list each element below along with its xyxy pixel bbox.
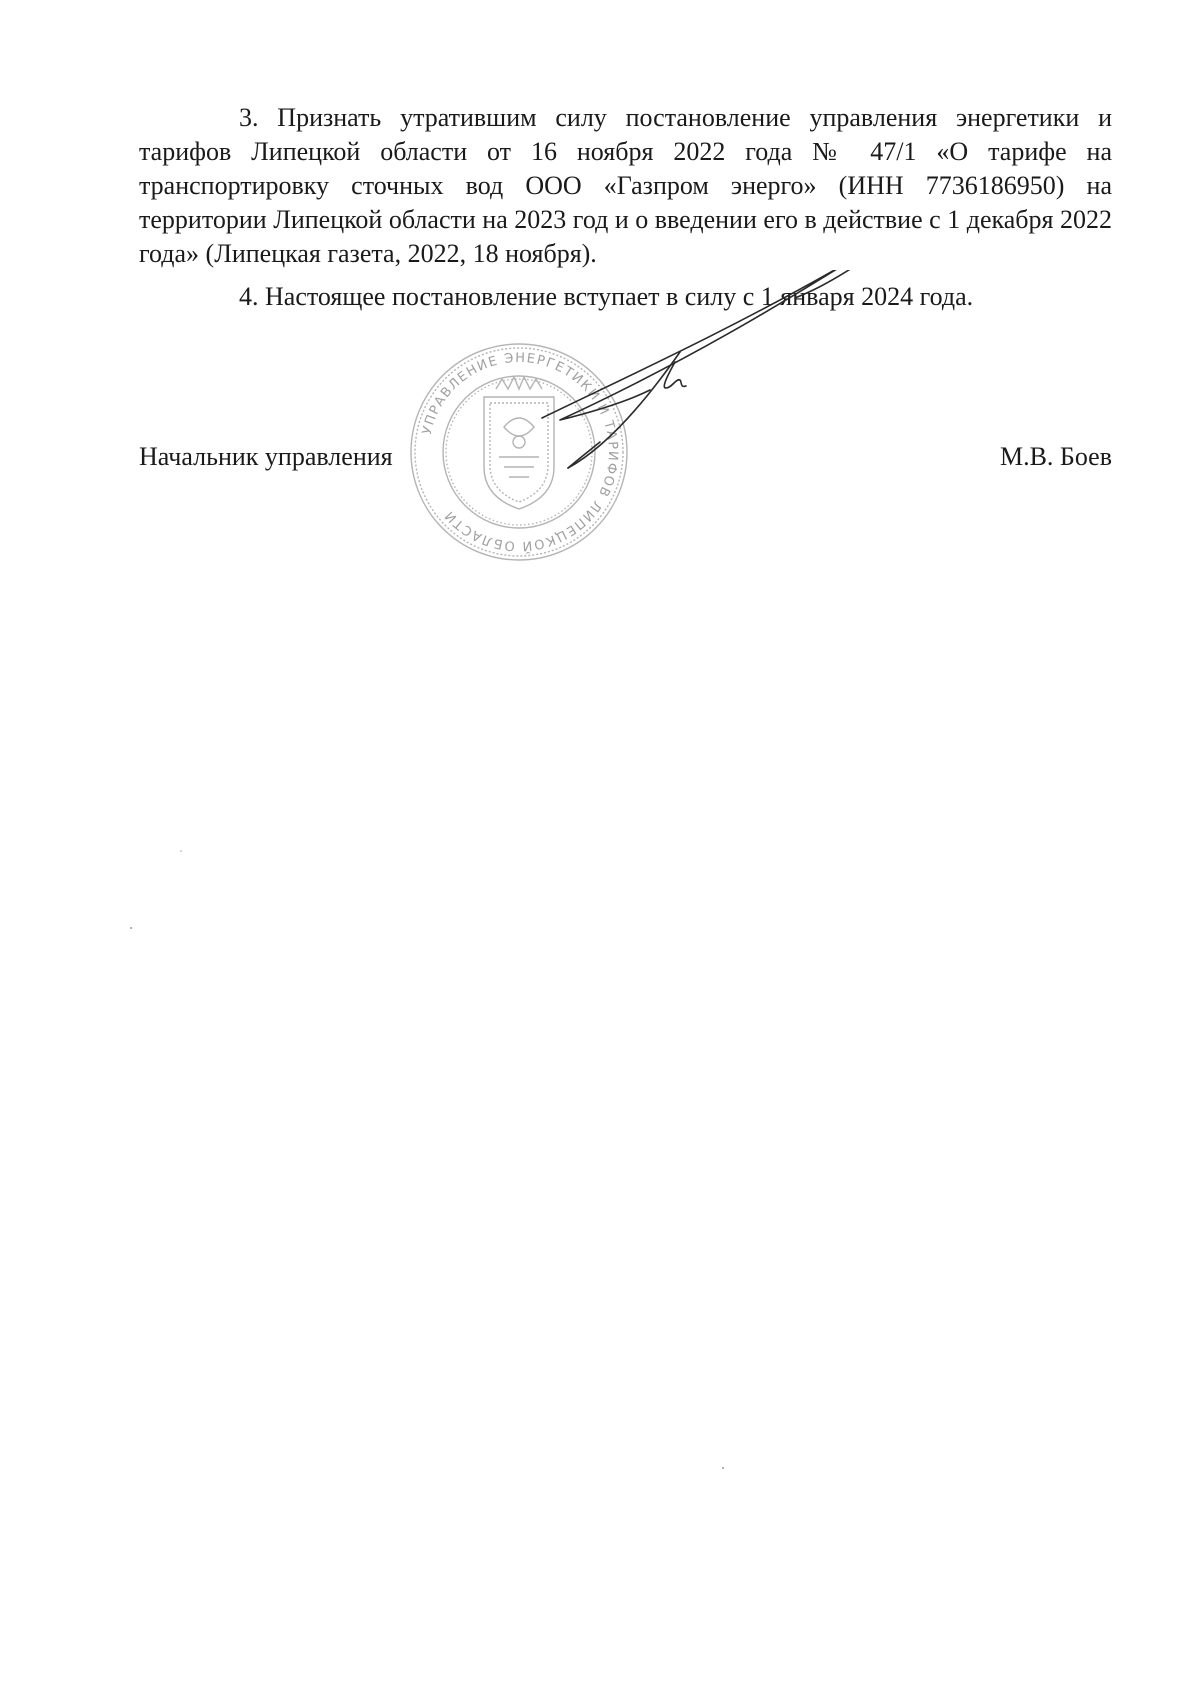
signatory-position: Начальник управления <box>139 442 393 471</box>
paragraph-3: 3. Признать утратившим силу постановление управления энергетики и тарифов Липецкой области от 16 ноября 2022 года № 47/1 «О тарифе на транспортировку сточных вод ООО «Газпром энерго» (ИНН 7736186950) на территории Липецкой области на 2023 год и о введении его в действие с 1 декабря 2022 года» (Липецкая газета, 2022, 18 ноября). <box>139 103 1112 268</box>
scan-speck <box>130 927 132 929</box>
handwritten-signature <box>540 270 940 530</box>
scan-speck <box>180 850 182 852</box>
scan-speck <box>722 1467 724 1469</box>
paragraph-4: 4. Настоящее постановление вступает в силу с 1 января 2024 года. <box>239 282 974 311</box>
seal-ring-text: УПРАВЛЕНИЕ ЭНЕРГЕТИКИ И ТАРИФОВ ЛИПЕЦКОЙ ОБЛАСТИ <box>419 350 621 554</box>
signatory-name: М.В. Боев <box>999 442 1112 471</box>
